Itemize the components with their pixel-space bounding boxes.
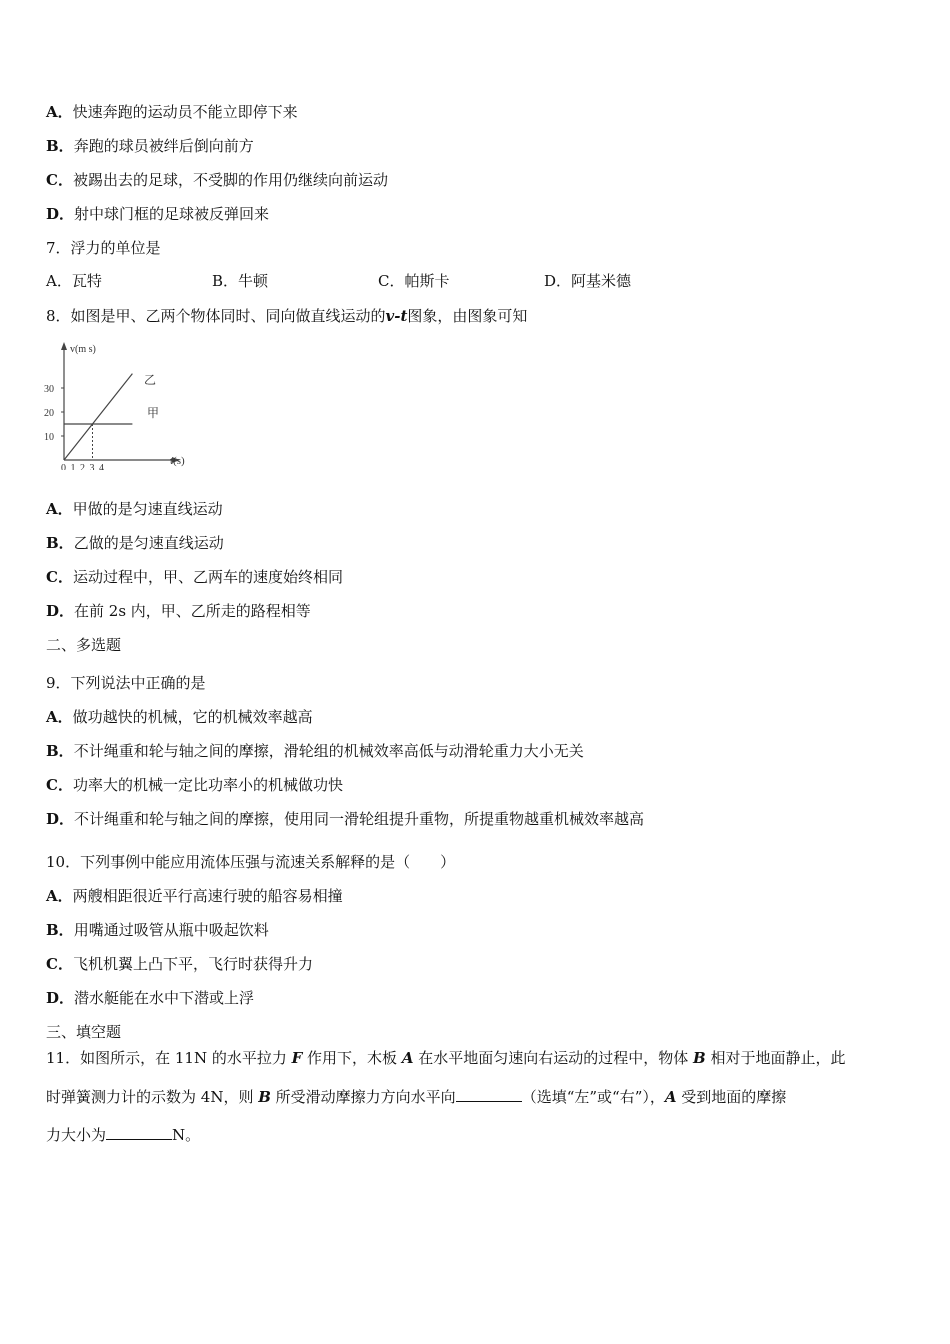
x-tick-label: 3 — [89, 463, 95, 470]
q9-option-d: D．不计绳重和轮与轴之间的摩擦，使用同一滑轮组提升重物，所提重物越重机械效率越高 — [46, 810, 645, 828]
q6-option-c: C．被踢出去的足球，不受脚的作用仍继续向前运动 — [46, 171, 388, 189]
q10-option-d: D．潜水艇能在水中下潜或上浮 — [46, 989, 255, 1007]
x-tick-label: 1 — [70, 463, 76, 470]
q10-option-b: B．用嘴通过吸管从瓶中吸起饮料 — [46, 921, 269, 939]
q8-option-d: D．在前 2s 内，甲、乙所走的路程相等 — [46, 602, 311, 620]
answer-blank-direction[interactable] — [456, 1086, 522, 1102]
q7-option-b: B．牛顿 — [212, 272, 269, 290]
q9-option-a: A．做功越快的机械，它的机械效率越高 — [46, 708, 313, 726]
section-multiple-choice: 二、多选题 — [46, 636, 122, 654]
y-axis-arrow — [61, 342, 67, 350]
q11-line-2: 时弹簧测力计的示数为 4N，则 B 所受滑动摩擦力方向水平向 （选填“左”或“右”），A 受到地面的摩擦 — [46, 1088, 787, 1106]
q9-option-c: C．功率大的机械一定比功率小的机械做功快 — [46, 776, 343, 794]
q6-option-a: A．快速奔跑的运动员不能立即停下来 — [46, 103, 298, 121]
vt-graph — [40, 338, 200, 470]
y-tick-label: 20 — [44, 408, 54, 419]
q6-option-b: B．奔跑的球员被绊后倒向前方 — [46, 137, 254, 155]
q10-option-c: C．飞机机翼上凸下平，飞行时获得升力 — [46, 955, 313, 973]
x-tick-label: 0 — [61, 463, 66, 470]
q7-option-c: C．帕斯卡 — [378, 272, 450, 290]
q10-option-a: A．两艘相距很近平行高速行驶的船容易相撞 — [46, 887, 343, 905]
q9-option-b: B．不计绳重和轮与轴之间的摩擦，滑轮组的机械效率高低与动滑轮重力大小无关 — [46, 742, 584, 760]
q11-line-1: 11．如图所示，在 11N 的水平拉力 F 作用下，木板 A 在水平地面匀速向右运动的过程中，物体 B 相对于地面静止，此 — [46, 1049, 846, 1067]
label-jia: 甲 — [147, 406, 160, 420]
x-tick-label: 4 — [99, 463, 104, 470]
q8-stem: 8．如图是甲、乙两个物体同时、同向做直线运动的v-t图象，由图象可知 — [46, 307, 528, 325]
section-fill-in: 三、填空题 — [46, 1023, 122, 1041]
q8-option-c: C．运动过程中，甲、乙两车的速度始终相同 — [46, 568, 343, 586]
label-yi: 乙 — [144, 373, 157, 387]
y-tick-label: 30 — [44, 384, 54, 395]
q6-option-d: D．射中球门框的足球被反弹回来 — [46, 205, 270, 223]
line-yi — [64, 374, 132, 460]
q11-line-3: 力大小为 N。 — [46, 1126, 201, 1144]
x-axis-label: t(s) — [170, 455, 185, 467]
x-tick-label: 2 — [80, 463, 85, 470]
q7-stem: 7．浮力的单位是 — [46, 239, 161, 257]
q8-option-a: A．甲做的是匀速直线运动 — [46, 500, 223, 518]
answer-blank-friction[interactable] — [106, 1124, 172, 1140]
y-axis-label: v(m s) — [70, 344, 96, 355]
q7-option-d: D．阿基米德 — [544, 272, 632, 290]
y-tick-label: 10 — [44, 432, 54, 443]
q8-option-b: B．乙做的是匀速直线运动 — [46, 534, 224, 552]
q7-option-a: A．瓦特 — [46, 272, 102, 290]
q10-stem: 10．下列事例中能应用流体压强与流速关系解释的是（ ） — [46, 853, 456, 871]
q9-stem: 9．下列说法中正确的是 — [46, 674, 206, 692]
